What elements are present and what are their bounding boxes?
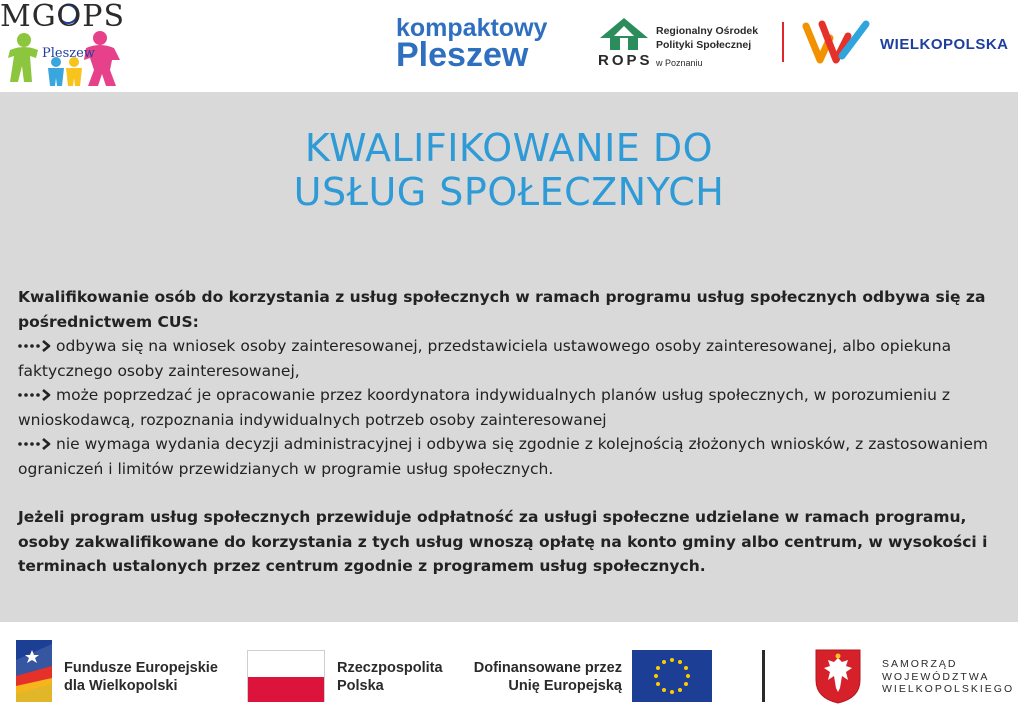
title-line-1: KWALIFIKOWANIE DO: [304, 126, 714, 170]
bullet-item: [18, 383, 1008, 432]
intro-paragraph: Kwalifikowanie osób do korzystania z usług społecznych w ramach programu usług społecznych odbywa się za pośrednictwem CUS:: [18, 288, 986, 331]
ue-line-1: Dofinansowane przez: [473, 660, 622, 676]
bullet-text-3: nie wymaga wydania decyzji administracyjnej i odbywa się zgodnie z kolejnością złożonych wniosków, z zastosowaniem ograniczeń i limitów przewidzianych w programie usług społecznych.: [18, 435, 988, 478]
kompaktowy-line1: kompaktowy: [396, 14, 548, 42]
mgops-name: MGOPS: [0, 0, 126, 34]
bullet-item: [18, 334, 1008, 383]
mgops-place: Pleszew: [42, 46, 95, 61]
wave-w-icon: [802, 16, 872, 68]
samorzad-label: [882, 658, 1014, 696]
mgops-logo: [0, 0, 132, 92]
page-title: [0, 126, 1018, 214]
eagle-crest-icon: [814, 648, 862, 704]
paragraph-spacer: [18, 481, 1008, 505]
title-line-2: USŁUG SPOŁECZNYCH: [293, 170, 725, 214]
bullet-text-1: odbywa się na wniosek osoby zainteresowanej, przedstawiciela ustawowego osoby zainteresowanej, albo opiekuna faktycznego osoby zainteresowanej,: [18, 337, 952, 380]
footer-divider: [762, 650, 765, 702]
header-divider: [782, 22, 784, 62]
european-funds-label: [64, 659, 218, 695]
sam-line-3: WIELKOPOLSKIEGO: [882, 683, 1015, 695]
dotted-arrow-icon: [18, 389, 54, 401]
rp-line-1: Rzeczpospolita: [337, 660, 443, 676]
footer-logo-bar: [0, 622, 1018, 720]
kompaktowy-pleszew-logo: [392, 12, 567, 72]
rzeczpospolita-label: [337, 659, 443, 695]
rops-logo: [596, 14, 771, 74]
bullet-text-2: może poprzedzać je opracowanie przez koordynatora indywidualnych planów usług społecznych, w porozumieniu z wnioskodawcą, rozpoznania indywidualnych potrzeb osoby zainteresowanej: [18, 386, 951, 429]
sam-line-2: WOJEWÓDZTWA: [882, 670, 990, 683]
wielkopolska-logo: [800, 14, 1015, 74]
header-logo-bar: [0, 0, 1018, 92]
rops-city: w Poznaniu: [656, 58, 703, 68]
ue-line-2: Unię Europejską: [508, 678, 622, 694]
content-body: [18, 285, 1008, 579]
sam-line-1: SAMORZĄD: [882, 658, 958, 670]
eu-cofinancing-label: [470, 659, 622, 695]
dotted-arrow-icon: [18, 438, 54, 450]
kompaktowy-line2: Pleszew: [396, 36, 529, 74]
european-funds-star-icon: [16, 640, 52, 702]
eu-stars-icon: [632, 650, 712, 702]
fe-line-1: Fundusze Europejskie: [64, 660, 218, 676]
rops-acronym: ROPS: [598, 52, 653, 69]
dotted-arrow-icon: [18, 340, 54, 352]
fe-line-2: dla Wielkopolski: [64, 678, 178, 694]
polish-flag-red-stripe: [248, 677, 324, 702]
eu-flag: [632, 650, 712, 702]
polish-flag: [247, 650, 325, 702]
content-panel: [0, 92, 1018, 622]
rp-line-2: Polska: [337, 678, 384, 694]
wielkopolska-label: WIELKOPOLSKA: [880, 36, 1009, 53]
bullet-item: [18, 432, 1008, 481]
rops-name: Regionalny Ośrodek Polityki Społecznej: [656, 25, 759, 51]
closing-paragraph: Jeżeli program usług społecznych przewiduje odpłatność za usługi społeczne udzielane w ramach programu, osoby zakwalifikowane do korzystania z tych usług wnoszą opłatę na konto gminy albo centrum, w wysokości i terminach ustalonych przez centrum zgodnie z programem usług społecznych.: [18, 508, 988, 575]
house-arrow-icon: [598, 16, 650, 52]
